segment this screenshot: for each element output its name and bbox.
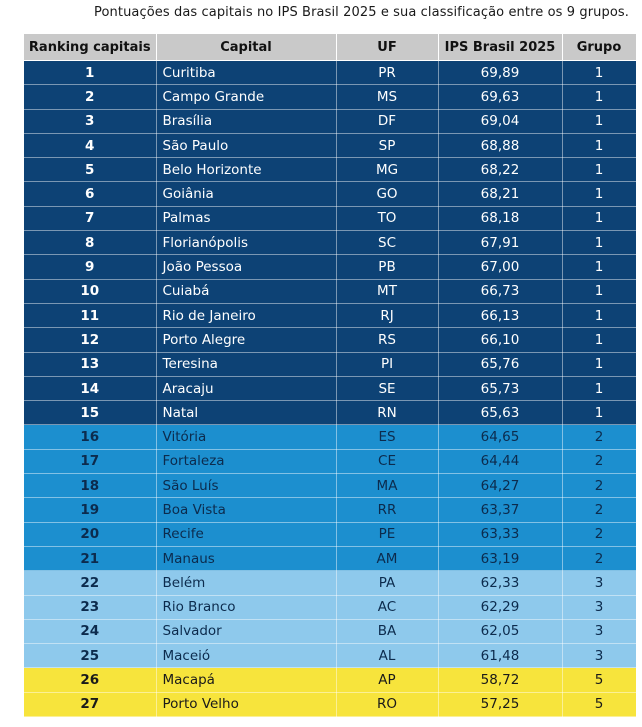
uf-cell: SP xyxy=(336,133,438,157)
rank-cell: 10 xyxy=(24,279,156,303)
capital-cell: Vitória xyxy=(156,425,336,449)
rank-cell: 17 xyxy=(24,449,156,473)
table-caption: Pontuações das capitais no IPS Brasil 2025 e sua classificação entre os 9 grupos. xyxy=(94,5,629,20)
table-row xyxy=(24,668,636,692)
rank-cell: 14 xyxy=(24,376,156,400)
uf-cell: AP xyxy=(336,668,438,692)
ips-score-cell: 63,33 xyxy=(438,522,562,546)
capital-cell: Curitiba xyxy=(156,61,336,85)
ips-score-cell: 69,04 xyxy=(438,109,562,133)
rank-cell: 5 xyxy=(24,158,156,182)
uf-cell: SC xyxy=(336,231,438,255)
uf-cell: PB xyxy=(336,255,438,279)
capital-cell: Maceió xyxy=(156,644,336,668)
uf-cell: ES xyxy=(336,425,438,449)
table-row xyxy=(24,231,636,255)
header-uf: UF xyxy=(336,34,438,61)
capital-cell: Fortaleza xyxy=(156,449,336,473)
table-row xyxy=(24,279,636,303)
table-row xyxy=(24,474,636,498)
uf-cell: PR xyxy=(336,61,438,85)
group-cell: 1 xyxy=(562,303,636,327)
group-cell: 2 xyxy=(562,425,636,449)
ips-score-cell: 57,25 xyxy=(438,692,562,716)
rank-cell: 1 xyxy=(24,61,156,85)
ips-score-cell: 67,91 xyxy=(438,231,562,255)
capital-cell: Porto Alegre xyxy=(156,328,336,352)
group-cell: 3 xyxy=(562,644,636,668)
rank-cell: 6 xyxy=(24,182,156,206)
table-row xyxy=(24,328,636,352)
group-cell: 3 xyxy=(562,571,636,595)
group-cell: 3 xyxy=(562,619,636,643)
group-cell: 2 xyxy=(562,449,636,473)
group-cell: 2 xyxy=(562,474,636,498)
rank-cell: 9 xyxy=(24,255,156,279)
uf-cell: MT xyxy=(336,279,438,303)
ips-score-cell: 66,73 xyxy=(438,279,562,303)
uf-cell: AC xyxy=(336,595,438,619)
ips-score-cell: 68,18 xyxy=(438,206,562,230)
table-row xyxy=(24,303,636,327)
rank-cell: 25 xyxy=(24,644,156,668)
uf-cell: AL xyxy=(336,644,438,668)
table-body xyxy=(24,61,636,717)
rank-cell: 22 xyxy=(24,571,156,595)
table-row xyxy=(24,571,636,595)
capital-cell: Teresina xyxy=(156,352,336,376)
ips-score-cell: 63,37 xyxy=(438,498,562,522)
uf-cell: AM xyxy=(336,546,438,570)
uf-cell: MG xyxy=(336,158,438,182)
table-row xyxy=(24,644,636,668)
ips-score-cell: 65,63 xyxy=(438,401,562,425)
group-cell: 1 xyxy=(562,255,636,279)
rank-cell: 27 xyxy=(24,692,156,716)
group-cell: 1 xyxy=(562,206,636,230)
group-cell: 1 xyxy=(562,376,636,400)
rank-cell: 2 xyxy=(24,85,156,109)
rank-cell: 21 xyxy=(24,546,156,570)
ips-score-cell: 62,05 xyxy=(438,619,562,643)
group-cell: 1 xyxy=(562,61,636,85)
capital-cell: Belo Horizonte xyxy=(156,158,336,182)
uf-cell: CE xyxy=(336,449,438,473)
table-row xyxy=(24,401,636,425)
rank-cell: 15 xyxy=(24,401,156,425)
rank-cell: 7 xyxy=(24,206,156,230)
rank-cell: 4 xyxy=(24,133,156,157)
header-capital: Capital xyxy=(156,34,336,61)
uf-cell: RN xyxy=(336,401,438,425)
ips-score-cell: 65,76 xyxy=(438,352,562,376)
capital-cell: Aracaju xyxy=(156,376,336,400)
ips-score-cell: 61,48 xyxy=(438,644,562,668)
table-row xyxy=(24,255,636,279)
group-cell: 1 xyxy=(562,182,636,206)
group-cell: 1 xyxy=(562,328,636,352)
capital-cell: Rio de Janeiro xyxy=(156,303,336,327)
ips-score-cell: 66,13 xyxy=(438,303,562,327)
table-row xyxy=(24,206,636,230)
ips-score-cell: 68,88 xyxy=(438,133,562,157)
table-row xyxy=(24,158,636,182)
ips-score-cell: 62,33 xyxy=(438,571,562,595)
ips-score-cell: 58,72 xyxy=(438,668,562,692)
rank-cell: 12 xyxy=(24,328,156,352)
group-cell: 2 xyxy=(562,522,636,546)
table-row xyxy=(24,182,636,206)
capital-cell: Boa Vista xyxy=(156,498,336,522)
capital-cell: Recife xyxy=(156,522,336,546)
capital-cell: Rio Branco xyxy=(156,595,336,619)
uf-cell: PE xyxy=(336,522,438,546)
rank-cell: 20 xyxy=(24,522,156,546)
uf-cell: RR xyxy=(336,498,438,522)
capital-cell: São Paulo xyxy=(156,133,336,157)
rank-cell: 11 xyxy=(24,303,156,327)
header-grupo: Grupo xyxy=(562,34,636,61)
group-cell: 1 xyxy=(562,85,636,109)
ips-score-cell: 69,89 xyxy=(438,61,562,85)
rank-cell: 24 xyxy=(24,619,156,643)
group-cell: 1 xyxy=(562,158,636,182)
uf-cell: BA xyxy=(336,619,438,643)
table-header-row xyxy=(24,34,636,61)
uf-cell: RO xyxy=(336,692,438,716)
table-row xyxy=(24,619,636,643)
group-cell: 1 xyxy=(562,133,636,157)
capital-cell: Porto Velho xyxy=(156,692,336,716)
rank-cell: 19 xyxy=(24,498,156,522)
rank-cell: 18 xyxy=(24,474,156,498)
ips-score-cell: 64,44 xyxy=(438,449,562,473)
ips-score-cell: 63,19 xyxy=(438,546,562,570)
group-cell: 1 xyxy=(562,352,636,376)
capitals-ranking-table xyxy=(24,34,637,717)
ips-score-cell: 66,10 xyxy=(438,328,562,352)
capital-cell: João Pessoa xyxy=(156,255,336,279)
ips-score-cell: 65,73 xyxy=(438,376,562,400)
table-row xyxy=(24,352,636,376)
table-row xyxy=(24,133,636,157)
uf-cell: DF xyxy=(336,109,438,133)
table-row xyxy=(24,109,636,133)
header-ips: IPS Brasil 2025 xyxy=(438,34,562,61)
table-row xyxy=(24,85,636,109)
uf-cell: SE xyxy=(336,376,438,400)
capital-cell: Salvador xyxy=(156,619,336,643)
rank-cell: 8 xyxy=(24,231,156,255)
uf-cell: TO xyxy=(336,206,438,230)
rank-cell: 26 xyxy=(24,668,156,692)
table-row xyxy=(24,546,636,570)
rank-cell: 23 xyxy=(24,595,156,619)
group-cell: 1 xyxy=(562,279,636,303)
header-ranking: Ranking capitais xyxy=(24,34,156,61)
uf-cell: GO xyxy=(336,182,438,206)
group-cell: 5 xyxy=(562,668,636,692)
rank-cell: 13 xyxy=(24,352,156,376)
group-cell: 1 xyxy=(562,109,636,133)
group-cell: 5 xyxy=(562,692,636,716)
uf-cell: PI xyxy=(336,352,438,376)
uf-cell: RS xyxy=(336,328,438,352)
capital-cell: Florianópolis xyxy=(156,231,336,255)
capital-cell: Cuiabá xyxy=(156,279,336,303)
uf-cell: PA xyxy=(336,571,438,595)
ips-score-cell: 68,21 xyxy=(438,182,562,206)
group-cell: 1 xyxy=(562,401,636,425)
capital-cell: São Luís xyxy=(156,474,336,498)
table-row xyxy=(24,498,636,522)
table-row xyxy=(24,61,636,85)
group-cell: 2 xyxy=(562,546,636,570)
group-cell: 3 xyxy=(562,595,636,619)
capital-cell: Natal xyxy=(156,401,336,425)
capital-cell: Goiânia xyxy=(156,182,336,206)
capital-cell: Manaus xyxy=(156,546,336,570)
table-row xyxy=(24,449,636,473)
ips-score-cell: 64,65 xyxy=(438,425,562,449)
capital-cell: Palmas xyxy=(156,206,336,230)
table-row xyxy=(24,595,636,619)
table-row xyxy=(24,376,636,400)
ips-score-cell: 68,22 xyxy=(438,158,562,182)
capital-cell: Belém xyxy=(156,571,336,595)
group-cell: 2 xyxy=(562,498,636,522)
rank-cell: 3 xyxy=(24,109,156,133)
capital-cell: Macapá xyxy=(156,668,336,692)
capital-cell: Brasília xyxy=(156,109,336,133)
capital-cell: Campo Grande xyxy=(156,85,336,109)
ips-score-cell: 64,27 xyxy=(438,474,562,498)
table-row xyxy=(24,425,636,449)
uf-cell: MS xyxy=(336,85,438,109)
table-row xyxy=(24,692,636,716)
ips-score-cell: 67,00 xyxy=(438,255,562,279)
table-row xyxy=(24,522,636,546)
rank-cell: 16 xyxy=(24,425,156,449)
ips-score-cell: 69,63 xyxy=(438,85,562,109)
uf-cell: MA xyxy=(336,474,438,498)
group-cell: 1 xyxy=(562,231,636,255)
uf-cell: RJ xyxy=(336,303,438,327)
ips-score-cell: 62,29 xyxy=(438,595,562,619)
